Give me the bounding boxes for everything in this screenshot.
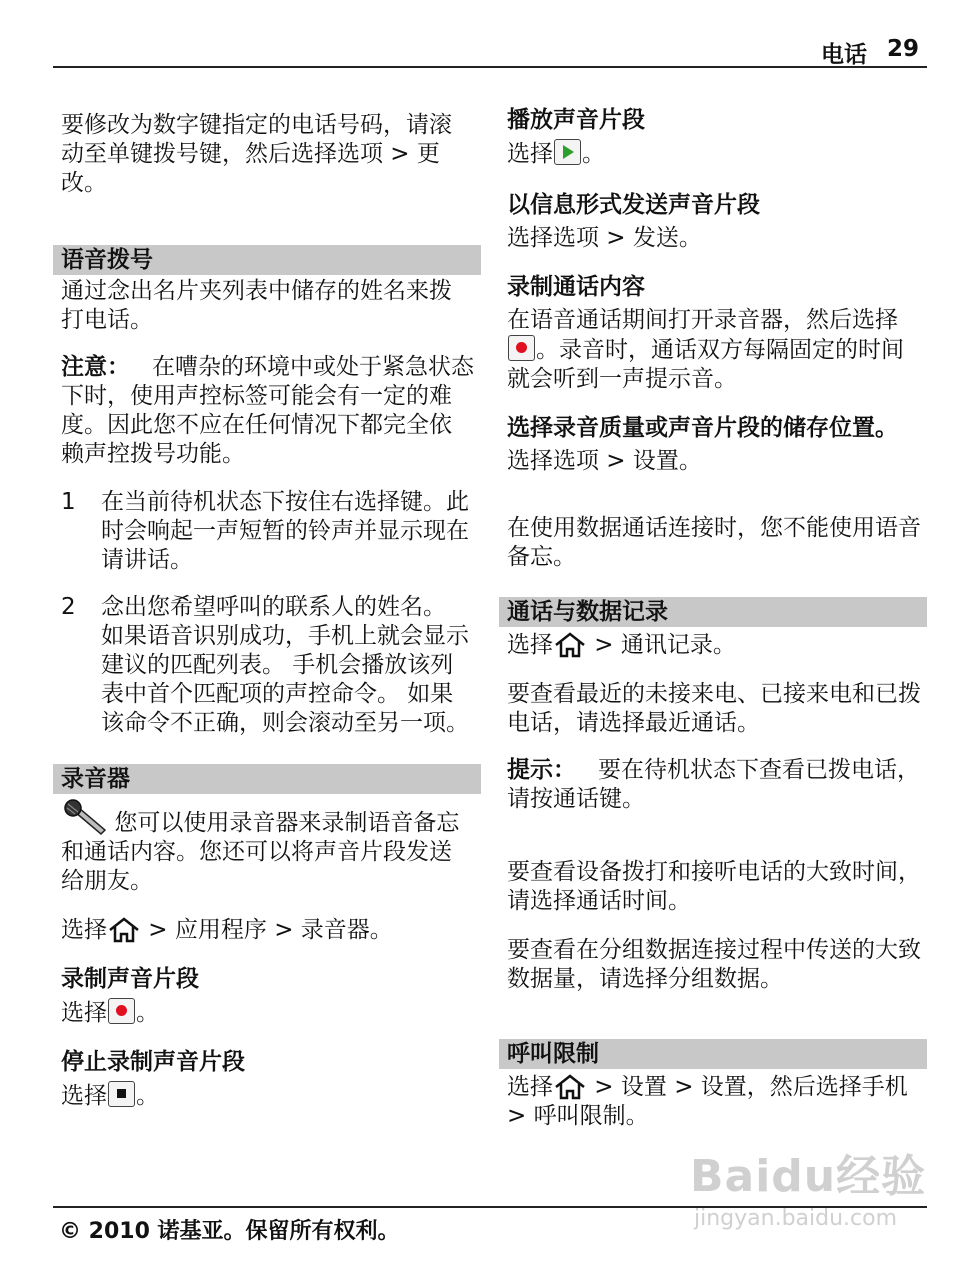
period: 。 — [136, 1000, 159, 1026]
chapter-title: 电话 — [821, 42, 867, 68]
select-label: 选择 — [61, 1000, 107, 1026]
tip — [507, 756, 921, 814]
watermark-url: jingyan.baidu.com — [694, 1206, 898, 1231]
section-barring-heading: 呼叫限制 — [499, 1039, 927, 1069]
recorder-path — [61, 916, 474, 945]
select-label: 选择 — [507, 1074, 553, 1100]
select-label: 选择 — [507, 632, 553, 658]
stop-icon[interactable] — [108, 1081, 135, 1107]
barring-path — [507, 1073, 921, 1131]
list-item — [61, 593, 474, 738]
page-number: 29 — [886, 36, 919, 62]
menu-path: > 通讯记录。 — [587, 632, 736, 658]
watermark-brand: Baidu经验 — [690, 1151, 927, 1202]
step-text: 在当前待机状态下按住右选择键。此时会响起一声短暂的铃声并显示现在请讲话。 — [101, 489, 469, 573]
quality-title: 选择录音质量或声音片段的储存位置。 — [507, 415, 898, 441]
select-label: 选择 — [507, 141, 553, 167]
send-title: 以信息形式发送声音片段 — [507, 192, 760, 218]
record-title: 录制声音片段 — [61, 966, 199, 992]
step-number: 2 — [61, 594, 76, 620]
section-voice-dial-heading: 语音拨号 — [53, 245, 481, 275]
right-column — [507, 100, 921, 1131]
section-recorder-heading: 录音器 — [53, 764, 481, 794]
copyright: © 2010 诺基亚。保留所有权利。 — [59, 1219, 400, 1244]
select-label: 选择 — [61, 917, 107, 943]
step-number: 1 — [61, 489, 76, 515]
tip-text: 要在待机状态下查看已拨电话，请按通话键。 — [507, 757, 920, 812]
menu-path: > 设置 > 设置，然后选择手机 > 呼叫限制。 — [507, 1074, 908, 1129]
note-label: 注意： — [61, 354, 130, 380]
home-icon — [553, 632, 587, 658]
play-icon[interactable] — [554, 139, 581, 165]
send-instruction: 选择选项 > 发送。 — [507, 225, 702, 251]
play-instruction — [507, 139, 921, 169]
step-text: 念出您希望呼叫的联系人的姓名。 如果语音识别成功，手机上就会显示建议的匹配列表。 手机会播放该列表中首个匹配项的声控命令。 如果该命令不正确，则会滚动至另一项。 — [101, 594, 469, 736]
data-call-note: 在使用数据通话连接时，您不能使用语音备忘。 — [507, 515, 921, 570]
voice-dial-note — [61, 353, 474, 469]
call-record-title: 录制通话内容 — [507, 274, 645, 300]
packet-data-text: 要查看在分组数据连接过程中传送的大致数据量，请选择分组数据。 — [507, 937, 921, 992]
record-icon[interactable] — [508, 335, 535, 361]
home-icon — [553, 1074, 587, 1100]
record-instruction — [61, 998, 474, 1028]
watermark — [690, 1140, 930, 1250]
period: 。 — [136, 1083, 159, 1109]
speed-dial-intro: 要修改为数字键指定的电话号码，请滚动至单键拨号键，然后选择选项 > 更改。 — [61, 112, 452, 196]
call-record-text: 在语音通话期间打开录音器，然后选择 — [507, 307, 898, 333]
select-label: 选择 — [61, 1083, 107, 1109]
note-text: 在嘈杂的环境中或处于紧急状态下时，使用声控标签可能会有一定的难度。因此您不应在任何情况下都完全依赖声控拨号功能。 — [61, 354, 474, 467]
call-duration-text: 要查看设备拨打和接听电话的大致时间，请选择通话时间。 — [507, 859, 921, 914]
quality-instruction: 选择选项 > 设置。 — [507, 448, 702, 474]
logs-path — [507, 631, 921, 660]
list-item — [61, 488, 474, 575]
recorder-desc-text: 您可以使用录音器来录制语音备忘和通话内容。您还可以将声音片段发送给朋友。 — [61, 810, 460, 894]
voice-dial-steps — [61, 488, 474, 738]
left-column — [61, 100, 474, 1111]
call-record-instruction — [507, 306, 921, 394]
home-icon — [107, 917, 141, 943]
page-header — [53, 30, 927, 68]
recent-calls-text: 要查看最近的未接来电、已接来电和已拨电话，请选择最近通话。 — [507, 681, 921, 736]
recorder-desc — [61, 798, 474, 896]
tip-label: 提示： — [507, 757, 576, 783]
call-record-text-cont: 。录音时，通话双方每隔固定的时间就会听到一声提示音。 — [507, 337, 904, 392]
microphone-icon — [61, 798, 107, 838]
period: 。 — [582, 141, 605, 167]
play-title: 播放声音片段 — [507, 107, 645, 133]
stop-title: 停止录制声音片段 — [61, 1049, 245, 1075]
record-icon[interactable] — [108, 998, 135, 1024]
voice-dial-desc: 通过念出名片夹列表中储存的姓名来拨打电话。 — [61, 278, 452, 333]
menu-path: > 应用程序 > 录音器。 — [141, 917, 393, 943]
section-logs-heading: 通话与数据记录 — [499, 597, 927, 627]
stop-instruction — [61, 1081, 474, 1111]
